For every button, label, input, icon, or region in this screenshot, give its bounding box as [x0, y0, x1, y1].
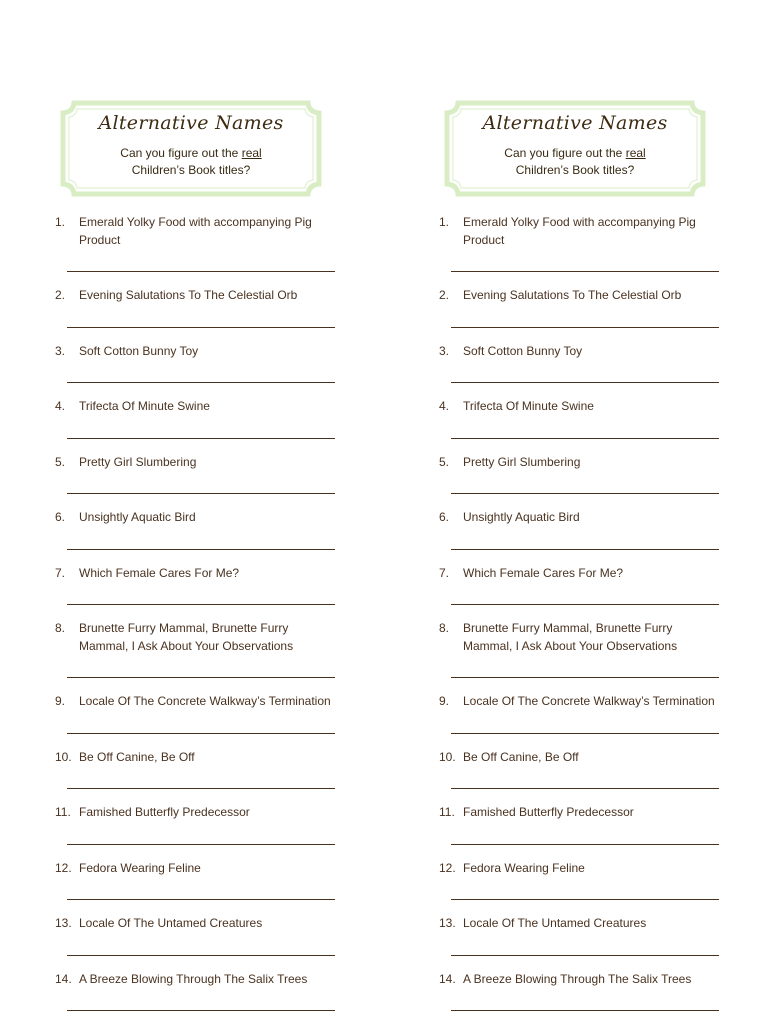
- question-item: [439, 804, 739, 845]
- question-number: 14.: [439, 971, 456, 986]
- subtitle-line2: Children’s Book titles?: [515, 163, 635, 177]
- question-text: Fedora Wearing Feline: [463, 860, 585, 875]
- question-number: 1.: [439, 215, 450, 229]
- question-item: [439, 971, 739, 1012]
- question-number: 3.: [55, 343, 66, 358]
- question-text: Emerald Yolky Food with accompanying Pig Product: [463, 215, 696, 247]
- question-item: [55, 565, 355, 606]
- question-text: Soft Cotton Bunny Toy: [463, 343, 583, 358]
- question-item: [439, 620, 739, 678]
- question-item: [439, 343, 739, 384]
- question-item: [55, 620, 355, 678]
- question-text: Brunette Furry Mammal, Brunette Furry Mammal, I Ask About Your Observations: [79, 621, 294, 653]
- answer-line[interactable]: [451, 270, 719, 272]
- answer-line[interactable]: [451, 326, 719, 328]
- question-number: 6.: [439, 510, 450, 524]
- question-list: [55, 214, 355, 1011]
- question-number: 7.: [55, 565, 66, 580]
- question-text: A Breeze Blowing Through The Salix Trees: [79, 971, 308, 986]
- worksheet-subtitle: [60, 145, 322, 179]
- question-number: 5.: [439, 454, 450, 469]
- question-number: 11.: [55, 805, 71, 819]
- answer-line[interactable]: [451, 732, 719, 734]
- question-number: 5.: [55, 454, 66, 469]
- answer-line[interactable]: [67, 787, 335, 789]
- question-number: 14.: [55, 971, 72, 986]
- answer-line[interactable]: [67, 732, 335, 734]
- answer-line[interactable]: [451, 603, 719, 605]
- question-item: [439, 860, 739, 901]
- answer-line[interactable]: [67, 1009, 335, 1011]
- question-item: [55, 804, 355, 845]
- answer-line[interactable]: [67, 898, 335, 900]
- answer-line[interactable]: [67, 603, 335, 605]
- worksheet-right: [439, 100, 739, 1026]
- question-item: [439, 915, 739, 956]
- question-text: Pretty Girl Slumbering: [79, 454, 197, 469]
- question-number: 12.: [439, 860, 456, 875]
- question-text: Trifecta Of Minute Swine: [79, 399, 210, 413]
- question-item: [439, 287, 739, 328]
- subtitle-text: Can you figure out the: [504, 146, 626, 160]
- question-number: 3.: [439, 343, 450, 358]
- question-text: Locale Of The Concrete Walkway’s Termination: [79, 694, 331, 708]
- question-number: 2.: [439, 288, 450, 302]
- question-number: 13.: [55, 916, 72, 930]
- question-text: Evening Salutations To The Celestial Orb: [463, 288, 682, 302]
- answer-line[interactable]: [67, 381, 335, 383]
- question-item: [55, 343, 355, 384]
- question-item: [439, 749, 739, 790]
- answer-line[interactable]: [451, 787, 719, 789]
- answer-line[interactable]: [67, 437, 335, 439]
- question-item: [55, 454, 355, 495]
- question-text: Famished Butterfly Predecessor: [79, 805, 250, 819]
- question-item: [439, 454, 739, 495]
- answer-line[interactable]: [451, 492, 719, 494]
- question-text: Locale Of The Concrete Walkway’s Termination: [463, 694, 715, 708]
- question-number: 12.: [55, 860, 72, 875]
- worksheet-title: Alternative Names: [482, 112, 668, 134]
- question-item: [55, 971, 355, 1012]
- answer-line[interactable]: [451, 381, 719, 383]
- question-text: Famished Butterfly Predecessor: [463, 805, 634, 819]
- question-text: Brunette Furry Mammal, Brunette Furry Mammal, I Ask About Your Observations: [463, 621, 678, 653]
- question-item: [55, 398, 355, 439]
- question-text: Soft Cotton Bunny Toy: [79, 343, 199, 358]
- question-number: 10.: [55, 749, 72, 764]
- question-number: 6.: [55, 510, 66, 524]
- question-number: 4.: [55, 399, 66, 413]
- question-text: A Breeze Blowing Through The Salix Trees: [463, 971, 692, 986]
- question-item: [439, 693, 739, 734]
- question-number: 1.: [55, 215, 66, 229]
- question-text: Pretty Girl Slumbering: [463, 454, 581, 469]
- answer-line[interactable]: [67, 676, 335, 678]
- question-item: [439, 509, 739, 550]
- worksheet-title: Alternative Names: [98, 112, 284, 134]
- worksheet-left: [55, 100, 355, 1026]
- question-item: [439, 398, 739, 439]
- question-item: [55, 287, 355, 328]
- subtitle-text: Can you figure out the: [120, 146, 242, 160]
- question-item: [55, 509, 355, 550]
- question-text: Locale Of The Untamed Creatures: [463, 916, 647, 930]
- title-frame: [60, 100, 322, 197]
- question-text: Emerald Yolky Food with accompanying Pig Product: [79, 215, 312, 247]
- answer-line[interactable]: [451, 1009, 719, 1011]
- question-text: Evening Salutations To The Celestial Orb: [79, 288, 298, 302]
- title-frame: [444, 100, 706, 197]
- question-item: [55, 693, 355, 734]
- answer-line[interactable]: [451, 676, 719, 678]
- question-text: Locale Of The Untamed Creatures: [79, 916, 263, 930]
- question-number: 9.: [55, 694, 66, 708]
- subtitle-line2: Children’s Book titles?: [131, 163, 251, 177]
- question-number: 4.: [439, 399, 450, 413]
- question-number: 7.: [439, 565, 450, 580]
- question-number: 10.: [439, 749, 456, 764]
- question-text: Unsightly Aquatic Bird: [463, 510, 580, 524]
- subtitle-underlined: real: [241, 146, 262, 160]
- question-number: 8.: [439, 621, 450, 635]
- question-list: [439, 214, 739, 1011]
- question-text: Be Off Canine, Be Off: [79, 749, 195, 764]
- question-text: Unsightly Aquatic Bird: [79, 510, 196, 524]
- subtitle-underlined: real: [625, 146, 646, 160]
- question-number: 2.: [55, 288, 66, 302]
- question-text: Trifecta Of Minute Swine: [463, 399, 594, 413]
- answer-line[interactable]: [451, 437, 719, 439]
- answer-line[interactable]: [67, 492, 335, 494]
- question-text: Fedora Wearing Feline: [79, 860, 201, 875]
- question-item: [55, 860, 355, 901]
- question-text: Which Female Cares For Me?: [79, 565, 240, 580]
- answer-line[interactable]: [451, 843, 719, 845]
- question-number: 9.: [439, 694, 450, 708]
- worksheet-subtitle: [444, 145, 706, 179]
- question-number: 11.: [439, 805, 455, 819]
- answer-line[interactable]: [67, 843, 335, 845]
- answer-line[interactable]: [451, 898, 719, 900]
- question-item: [55, 214, 355, 272]
- question-text: Which Female Cares For Me?: [463, 565, 624, 580]
- answer-line[interactable]: [451, 954, 719, 956]
- question-item: [55, 915, 355, 956]
- question-text: Be Off Canine, Be Off: [463, 749, 579, 764]
- question-number: 13.: [439, 916, 456, 930]
- question-item: [55, 749, 355, 790]
- answer-line[interactable]: [67, 548, 335, 550]
- answer-line[interactable]: [67, 270, 335, 272]
- question-number: 8.: [55, 621, 66, 635]
- question-item: [439, 214, 739, 272]
- question-item: [439, 565, 739, 606]
- answer-line[interactable]: [67, 954, 335, 956]
- answer-line[interactable]: [451, 548, 719, 550]
- answer-line[interactable]: [67, 326, 335, 328]
